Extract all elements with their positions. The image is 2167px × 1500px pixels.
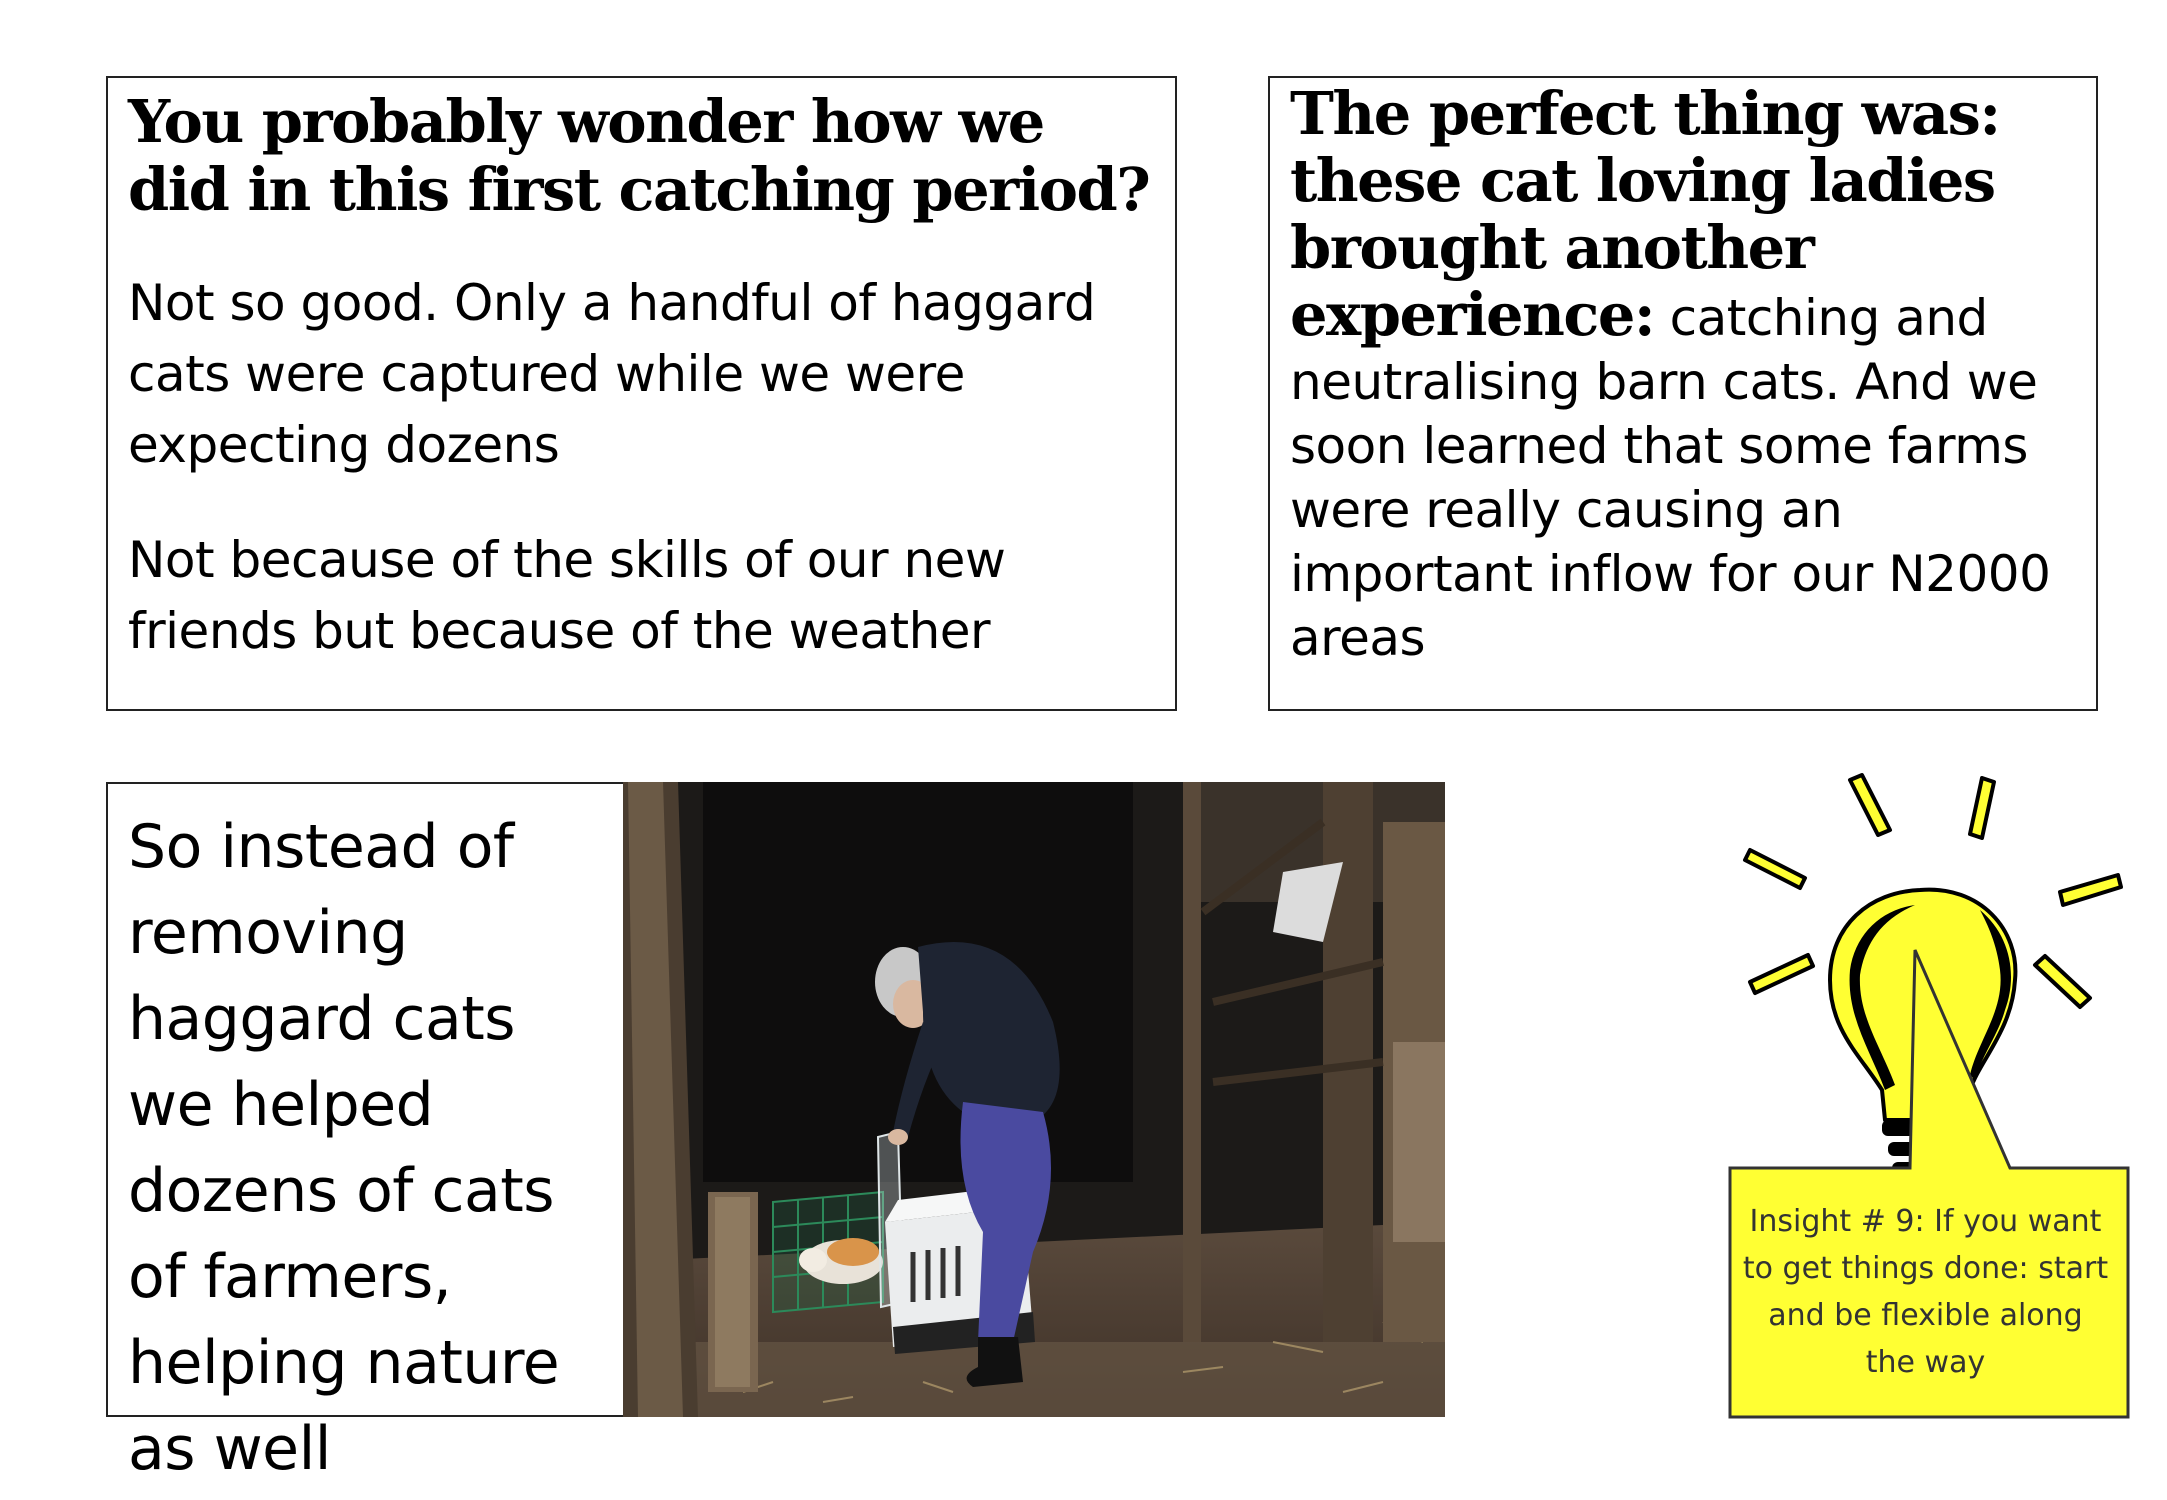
perfect-thing-paragraph [1290, 79, 2076, 670]
barn-cats-text: catching and neutralising barn cats. And we soon learned that some farms were really causing an important inflow for our N2000 areas [1290, 289, 2051, 667]
barn-cat-trap-photo [623, 782, 1445, 1417]
catching-result-paragraph: Not so good. Only a handful of haggard cats were captured while we were expecting dozens [128, 274, 1096, 474]
insight-callout [1728, 1168, 2123, 1418]
helped-farmers-text: So instead of removing haggard cats we helped dozens of cats of farmers, helping nature as well [128, 812, 560, 1484]
perfect-thing-heading: The perfect thing was: these cat loving ladies brought another experience: [1290, 79, 2000, 349]
text-box-perfect-thing [1268, 76, 2098, 711]
ray [1850, 775, 1890, 835]
insight-text: Insight # 9: If you want to get things done: start and be flexible along the way [1742, 1204, 2109, 1380]
catching-period-heading: You probably wonder how we did in this first catching period? [128, 87, 1150, 224]
text-box-helped-farmers [106, 782, 623, 1484]
text-box-catching-period [106, 76, 1177, 711]
weather-reason-paragraph: Not because of the skills of our new friends but because of the weather [128, 531, 1006, 660]
